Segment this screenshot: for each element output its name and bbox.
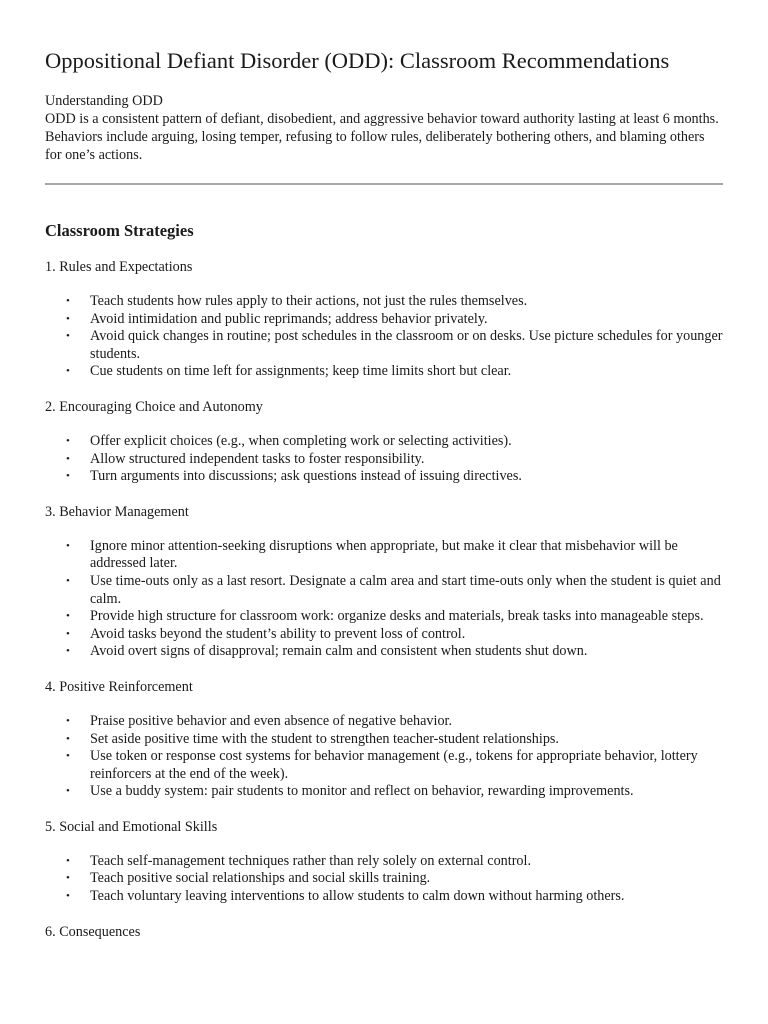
bullet-list: [45, 538, 723, 661]
bullet-icon: •: [66, 330, 70, 343]
bullet-icon: •: [66, 610, 70, 623]
bullet-list: [45, 433, 723, 486]
horizontal-divider: [45, 183, 723, 185]
section-title: Classroom Strategies: [45, 221, 194, 240]
bullet-list: [45, 853, 723, 906]
bullet-icon: •: [66, 574, 70, 587]
bullet-icon: •: [66, 312, 70, 325]
bullet-icon: •: [66, 785, 70, 798]
list-item-text: Avoid intimidation and public reprimands; address behavior privately.: [90, 310, 488, 327]
bullet-icon: •: [66, 539, 70, 552]
bullet-icon: •: [66, 365, 70, 378]
list-item: [45, 538, 723, 573]
list-item-text: Teach voluntary leaving interventions to allow students to calm down without harming others.: [90, 888, 625, 905]
bullet-icon: •: [66, 732, 70, 745]
list-item-text: Use time-outs only as a last resort. Designate a calm area and start time-outs only when the student is quiet and calm.: [90, 572, 721, 607]
bullet-icon: •: [66, 872, 70, 885]
bullet-icon: •: [66, 750, 70, 763]
list-item-text: Turn arguments into discussions; ask questions instead of issuing directives.: [90, 468, 522, 485]
intro-heading: Understanding ODD: [45, 93, 163, 109]
list-item-text: Teach positive social relationships and social skills training.: [90, 870, 431, 887]
list-item: [45, 888, 723, 906]
list-item-text: Use a buddy system: pair students to monitor and reflect on behavior, rewarding improvements.: [90, 783, 634, 800]
bullet-icon: •: [66, 452, 70, 465]
list-item-text: Avoid quick changes in routine; post schedules in the classroom or on desks. Use picture schedules for younger students.: [90, 328, 723, 362]
list-item-text: Teach self-management techniques rather than rely solely on external control.: [90, 852, 532, 869]
list-item: [45, 363, 723, 381]
list-item: [45, 626, 723, 644]
list-item: [45, 643, 723, 661]
list-item: [45, 468, 723, 486]
list-item: [45, 713, 723, 731]
list-item-text: Offer explicit choices (e.g., when completing work or selecting activities).: [90, 432, 512, 449]
group-heading: 2. Encouraging Choice and Autonomy: [45, 398, 263, 415]
intro-block: [45, 92, 723, 164]
list-item-text: Teach students how rules apply to their actions, not just the rules themselves.: [90, 293, 528, 309]
list-item: [45, 853, 723, 871]
list-item-text: Provide high structure for classroom work: organize desks and materials, break tasks into manageable steps.: [90, 608, 704, 625]
list-item: [45, 451, 723, 469]
group-heading: 6. Consequences: [45, 923, 141, 940]
bullet-icon: •: [66, 627, 70, 640]
bullet-icon: •: [66, 434, 70, 447]
list-item: [45, 573, 723, 608]
group-heading: 3. Behavior Management: [45, 503, 189, 520]
list-item: [45, 783, 723, 801]
list-item: [45, 433, 723, 451]
list-item: [45, 748, 723, 783]
list-item: [45, 328, 723, 363]
intro-paragraph: ODD is a consistent pattern of defiant, disobedient, and aggressive behavior toward authority lasting at least 6 months. Behaviors include arguing, losing temper, refusing to follow rules, deliberately bothering others, and blaming others for one’s actions.: [45, 111, 719, 163]
bullet-icon: •: [66, 890, 70, 903]
list-item-text: Avoid overt signs of disapproval; remain calm and consistent when students shut down.: [90, 643, 588, 660]
group-heading: 4. Positive Reinforcement: [45, 678, 193, 695]
bullet-list: [45, 293, 723, 381]
list-item-text: Use token or response cost systems for behavior management (e.g., tokens for appropriate behavior, lottery reinforcers at the end of the week).: [90, 748, 698, 782]
list-item: [45, 311, 723, 329]
group-heading: 1. Rules and Expectations: [45, 259, 193, 275]
list-item: [45, 731, 723, 749]
bullet-icon: •: [66, 470, 70, 483]
list-item-text: Avoid tasks beyond the student’s ability to prevent loss of control.: [90, 625, 466, 642]
list-item: [45, 870, 723, 888]
list-item-text: Allow structured independent tasks to foster responsibility.: [90, 450, 425, 467]
strategy-groups: [45, 258, 723, 941]
bullet-icon: •: [66, 645, 70, 658]
list-item-text: Ignore minor attention-seeking disruptions when appropriate, but make it clear that misbehavior will be addressed later.: [90, 537, 678, 572]
group-heading: 5. Social and Emotional Skills: [45, 818, 218, 835]
list-item: [45, 608, 723, 626]
bullet-list: [45, 713, 723, 801]
list-item-text: Set aside positive time with the student to strengthen teacher-student relationships.: [90, 730, 559, 747]
bullet-icon: •: [66, 295, 70, 307]
page-title: Oppositional Defiant Disorder (ODD): Classroom Recommendations: [45, 48, 670, 73]
list-item: [45, 293, 723, 311]
bullet-icon: •: [66, 854, 70, 867]
list-item-text: Praise positive behavior and even absence of negative behavior.: [90, 712, 453, 729]
list-item-text: Cue students on time left for assignments; keep time limits short but clear.: [90, 363, 512, 380]
bullet-icon: •: [66, 714, 70, 727]
